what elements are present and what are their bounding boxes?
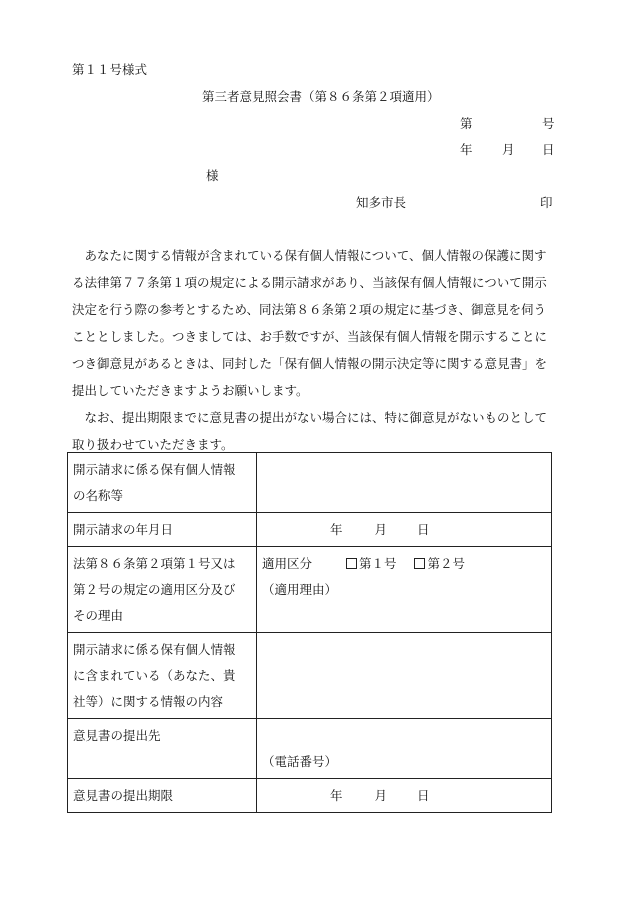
date-day: 日: [542, 142, 555, 157]
label-line: に含まれている（あなた、貴: [73, 668, 236, 683]
body-text: [72, 242, 558, 458]
form-number: 第１１号様式: [72, 62, 148, 77]
label-line: 社等）に関する情報の内容: [73, 694, 224, 709]
option-1-label: 第１号: [358, 556, 397, 571]
checkbox-option-1[interactable]: [346, 558, 357, 569]
field-target-info[interactable]: [257, 453, 552, 513]
row-label-target-info: [68, 453, 257, 513]
table-row: [68, 633, 552, 719]
document-title: 第三者意見照会書（第８６条第２項適用）: [202, 89, 440, 104]
label-line: 意見書の提出期限: [73, 788, 174, 803]
field-deadline[interactable]: [257, 779, 552, 813]
submit-to-blank: [262, 723, 546, 749]
option-2-label: 第２号: [427, 556, 465, 571]
reason-label: （適用理由）: [262, 582, 338, 597]
label-line: 開示請求に係る保有個人情報: [73, 642, 236, 657]
table-row: [68, 513, 552, 547]
label-line: 意見書の提出先: [73, 728, 161, 743]
label-line: 法第８６条第２項第１号又は: [73, 556, 236, 571]
field-request-date[interactable]: [257, 513, 552, 547]
date-year: 年: [330, 522, 343, 537]
date-year: 年: [460, 142, 473, 157]
label-line: の名称等: [73, 488, 124, 503]
seal-mark: 印: [540, 195, 553, 210]
category-line: [262, 551, 546, 577]
field-submit-to[interactable]: [257, 719, 552, 779]
ref-dai: 第: [460, 116, 473, 131]
label-line: 開示請求の年月日: [73, 522, 174, 537]
row-label-submit-to: [68, 719, 257, 779]
date-year: 年: [330, 788, 343, 803]
row-label-info-content: [68, 633, 257, 719]
row-label-category: [68, 547, 257, 633]
category-label: 適用区分: [262, 556, 313, 571]
date-month: 月: [502, 142, 515, 157]
table-row: [68, 719, 552, 779]
addressee-honorific: 様: [206, 168, 219, 183]
date-day: 日: [417, 788, 430, 803]
label-line: 第２号の規定の適用区分及び: [73, 582, 236, 597]
row-label-deadline: [68, 779, 257, 813]
table-row: [68, 779, 552, 813]
field-info-content[interactable]: [257, 633, 552, 719]
date-month: 月: [374, 788, 388, 803]
body-paragraph-2: なお、提出期限までに意見書の提出がない場合には、特に御意見がないものとして取り扱わせていただきます。: [72, 410, 548, 452]
date-month: 月: [374, 522, 388, 537]
table-row: [68, 453, 552, 513]
row-label-request-date: [68, 513, 257, 547]
label-line: 開示請求に係る保有個人情報: [73, 462, 236, 477]
table-row: [68, 547, 552, 633]
label-line-empty: [73, 749, 251, 775]
ref-go: 号: [542, 116, 555, 131]
label-line: その理由: [73, 608, 124, 623]
checkbox-option-2[interactable]: [414, 558, 425, 569]
body-paragraph-1: あなたに関する情報が含まれている保有個人情報について、個人情報の保護に関する法律第７７条第１項の規定による開示請求があり、当該保有個人情報について開示決定を行う際の参考とするため、同法第８６条第２項の規定に基づき、御意見を伺うこととしました。つきましては、お手数ですが、当該保有個人情報を開示することにつき御意見があるときは、同封した「保有個人情報の開示決定等に関する意見書」を提出していただきますようお願いします。: [72, 248, 548, 398]
phone-label: （電話番号）: [262, 754, 338, 769]
date-day: 日: [417, 522, 430, 537]
sender-name: 知多市長: [356, 195, 407, 210]
field-category: [257, 547, 552, 633]
info-table: [67, 452, 552, 813]
